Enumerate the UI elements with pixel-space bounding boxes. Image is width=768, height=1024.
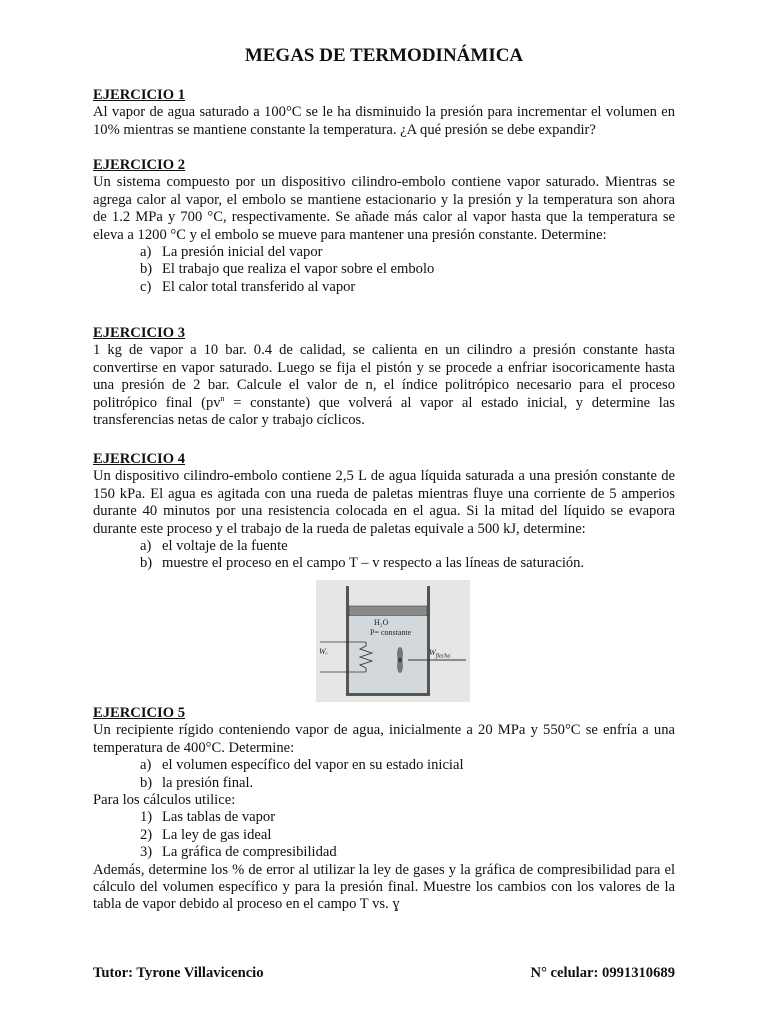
list-item (93, 279, 675, 296)
list-item-text: La presión inicial del vapor (162, 244, 323, 261)
exercise-title: EJERCICIO 1 (93, 87, 186, 103)
exercise-items (93, 757, 675, 792)
paddle-hub (398, 658, 403, 663)
list-item-text: la presión final. (162, 774, 254, 791)
exercise-5 (93, 705, 675, 914)
exercise-text: Un sistema compuesto por un dispositivo cilindro-embolo contiene vapor saturado. Mientras se agrega calor al vapor, el embolo se mantiene estacionario y la presión y la temperatura son ahora de 1.2 MPa y 700 °C, respectivamente. Se añade más calor al vapor hasta que la temperatura se eleva a 1200 °C y el embolo se mueve para mantener una presión constante. Determine: (93, 174, 675, 243)
exercise-4 (93, 451, 675, 573)
list-item (93, 775, 675, 792)
list-item (93, 244, 675, 261)
cylinder-base (346, 693, 430, 696)
list-item-text: La gráfica de compresibilidad (162, 844, 337, 861)
piston-cylinder-diagram (316, 580, 470, 702)
exercise-title: EJERCICIO 2 (93, 157, 186, 173)
list-item (93, 538, 675, 555)
list-item (93, 809, 675, 826)
exercise-1 (93, 87, 675, 139)
exercise-text (93, 342, 675, 429)
list-item-text: La ley de gas ideal (162, 826, 272, 843)
list-marker: 1) (140, 809, 153, 826)
exercise-title: EJERCICIO 4 (93, 451, 186, 467)
list-marker: a) (140, 538, 152, 555)
list-marker: 2) (140, 826, 153, 843)
figure-label-shaft-work (429, 648, 450, 662)
exercise-text: Al vapor de agua saturado a 100°C se le ha disminuido la presión para incrementar el volumen en 10% mientras se mantiene constante la temperatura. ¿A qué presión se debe expandir? (93, 104, 675, 138)
exercise-text: Un recipiente rígido conteniendo vapor de agua, inicialmente a 20 MPa y 550°C se enfría a una temperatura de 400°C. Determine: (93, 722, 675, 756)
exercise-closing: Además, determine los % de error al utilizar la ley de gases y la gráfica de compresibilidad para el cálculo del volumen específico y para la presión final. Muestre los cambios con los valores de la tabla de vapor debido al proceso en el campo T vs. ɣ (93, 861, 675, 913)
list-item (93, 844, 675, 861)
list-item-text: El calor total transferido al vapor (162, 278, 356, 295)
footer-phone: N° celular: 0991310689 (530, 965, 675, 981)
figure-label-shaft-symbol: W (429, 648, 436, 657)
exercise-text: Un dispositivo cilindro-embolo contiene 2,5 L de agua líquida saturada a una presión constante de 150 kPa. El agua es agitada con una rueda de paletas mientras fluye una corriente de 5 amperios durante 40 minutos por una resistencia colocada en el agua. Si la mitad del líquido se evapora durante este proceso y el trabajo de la rueda de paletas equivale a 500 kJ, determine: (93, 468, 675, 537)
list-marker: 3) (140, 844, 153, 861)
exercise-text-part: = constante) que volverá al vapor al estado inicial, y determine las transferencias netas de calor y trabajo cíclicos. (93, 394, 675, 429)
list-item-text: El trabajo que realiza el vapor sobre el embolo (162, 261, 435, 278)
document-title: MEGAS DE TERMODINÁMICA (244, 45, 524, 66)
exercise-title: EJERCICIO 5 (93, 705, 186, 721)
list-marker: b) (140, 774, 153, 791)
piston-cylinder-figure (316, 580, 470, 702)
list-item (93, 555, 675, 572)
list-marker: b) (140, 555, 153, 572)
list-marker: a) (140, 757, 152, 774)
exercise-2 (93, 157, 675, 296)
footer-tutor: Tutor: Tyrone Villavicencio (93, 965, 264, 981)
list-marker: b) (140, 261, 153, 278)
figure-label-condition: P= constante (370, 628, 412, 637)
list-item (93, 261, 675, 278)
exponent: n (220, 393, 225, 403)
exercise-text-part: 1 kg de vapor a 10 bar. 0.4 de calidad, se calienta en un cilindro a presión constante hasta convertirse en vapor saturado. Luego se fija el pistón y se procede a enfriar isocoricamente hasta una presión de 2 bar. Calcule el valor de n, el índice politrópico necesario para el proceso politrópico final (pv (93, 342, 675, 411)
list-item (93, 757, 675, 774)
list-item-text: el voltaje de la fuente (162, 538, 288, 555)
exercise-3 (93, 325, 675, 429)
list-item (93, 827, 675, 844)
figure-label-substance: H₂O (374, 618, 389, 627)
list-marker: c) (140, 278, 152, 295)
list-item-text: Las tablas de vapor (162, 809, 276, 826)
figure-label-shaft-subscript: flecha (435, 653, 451, 660)
list-item-text: muestre el proceso en el campo T – v respecto a las líneas de saturación. (162, 555, 585, 572)
cylinder-wall-left (346, 586, 349, 696)
list-item-text: el volumen específico del vapor en su estado inicial (162, 757, 464, 774)
list-marker: a) (140, 244, 152, 261)
exercise-items (93, 244, 675, 296)
exercise-subintro: Para los cálculos utilice: (93, 792, 236, 809)
piston (349, 606, 427, 616)
exercise-title: EJERCICIO 3 (93, 325, 186, 341)
exercise-methods (93, 809, 675, 861)
exercise-items (93, 538, 675, 573)
figure-label-electric-work: Wₑ (319, 647, 328, 656)
cylinder-wall-right (427, 586, 430, 696)
